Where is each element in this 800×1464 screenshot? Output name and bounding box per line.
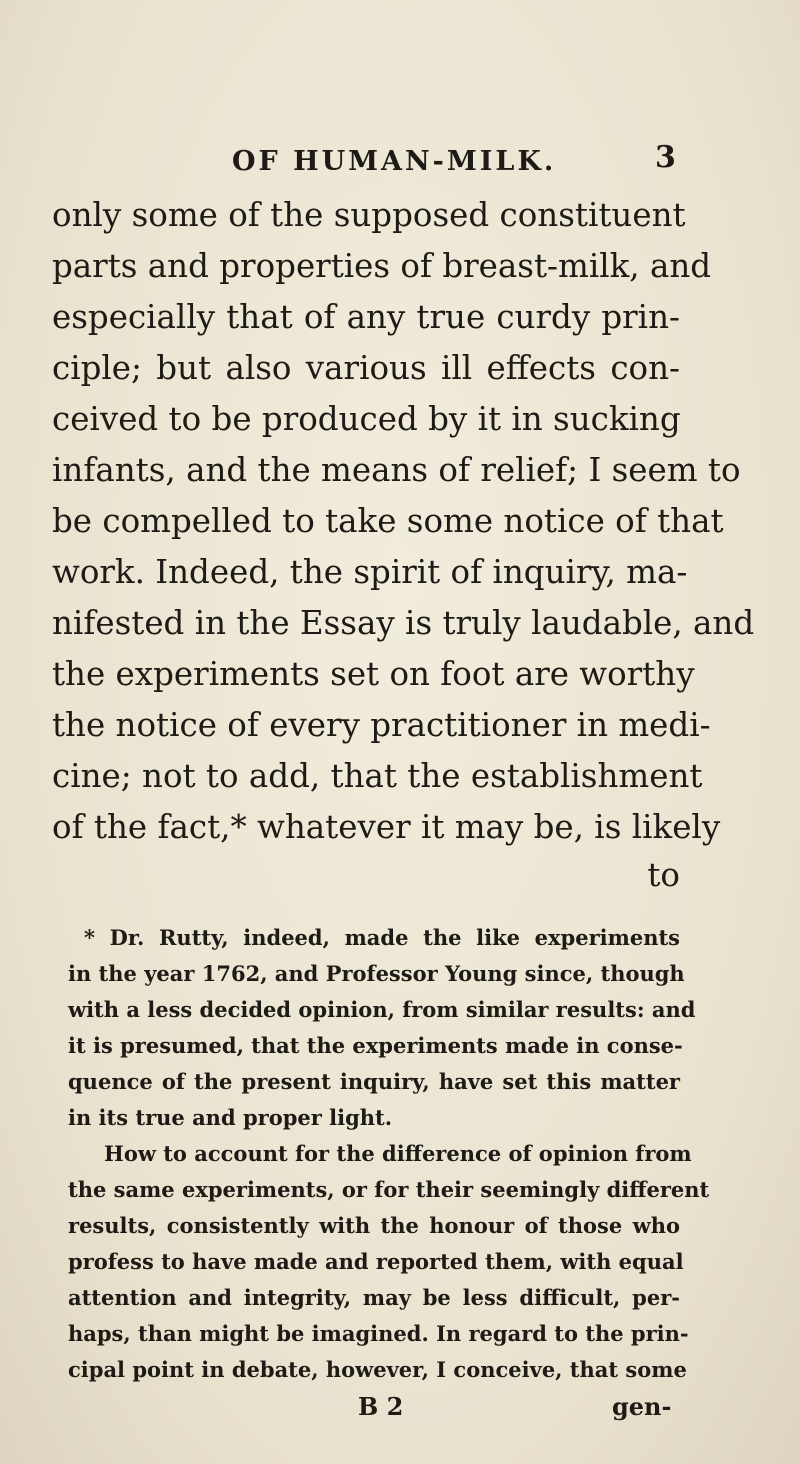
body-line-7: be compelled to take some notice of that <box>52 502 724 540</box>
body-line-6: infants, and the means of relief; I seem to <box>52 451 741 489</box>
footnote-line-11: attention and integrity, may be less difficult, per- <box>68 1285 680 1310</box>
footnote-line-7: How to account for the difference of opinion from <box>104 1141 692 1166</box>
body-line-14: to <box>647 856 680 894</box>
footnote-line-12: haps, than might be imagined. In regard to the prin- <box>68 1321 689 1346</box>
signature-mark: B 2 <box>358 1392 404 1421</box>
body-line-1: only some of the supposed constituent <box>52 196 686 234</box>
body-line-3: especially that of any true curdy prin- <box>52 298 680 336</box>
body-line-9: nifested in the Essay is truly laudable, and <box>52 604 755 642</box>
body-line-12: cine; not to add, that the establishment <box>52 757 703 795</box>
body-line-8: work. Indeed, the spirit of inquiry, ma- <box>52 553 688 591</box>
footnote-line-2: in the year 1762, and Professor Young since, though <box>68 961 685 986</box>
footnote-line-6: in its true and proper light. <box>68 1105 393 1130</box>
running-title: OF HUMAN-MILK. <box>232 146 557 177</box>
body-line-13: of the fact,* whatever it may be, is likely <box>52 808 721 846</box>
body-line-5: ceived to be produced by it in sucking <box>52 400 681 438</box>
catchword: gen- <box>612 1392 672 1421</box>
body-line-4: ciple; but also various ill effects con- <box>52 349 680 387</box>
footnote-line-5: quence of the present inquiry, have set this matter <box>68 1069 680 1094</box>
footnote-line-3: with a less decided opinion, from similar results: and <box>68 997 696 1022</box>
footnote-line-1: * Dr. Rutty, indeed, made the like experiments <box>84 925 680 950</box>
body-line-10: the experiments set on foot are worthy <box>52 655 695 693</box>
footnote-line-9: results, consistently with the honour of those who <box>68 1213 680 1238</box>
page-number: 3 <box>655 140 676 175</box>
body-line-11: the notice of every practitioner in medi- <box>52 706 711 744</box>
footnote-line-13: cipal point in debate, however, I conceive, that some <box>68 1357 687 1382</box>
footnote-line-10: profess to have made and reported them, with equal <box>68 1249 684 1274</box>
body-line-2: parts and properties of breast-milk, and <box>52 247 712 285</box>
footnote-line-4: it is presumed, that the experiments made in conse- <box>68 1033 683 1058</box>
footnote-line-8: the same experiments, or for their seemingly different <box>68 1177 710 1202</box>
